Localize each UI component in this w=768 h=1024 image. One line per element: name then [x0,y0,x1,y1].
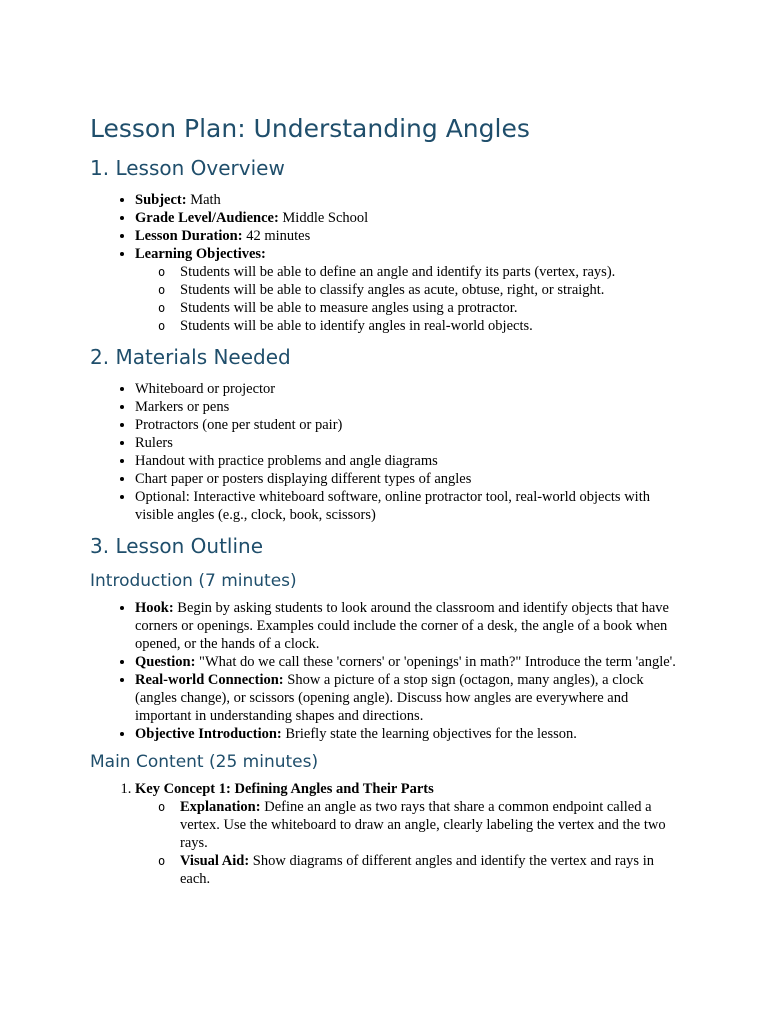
item-text: Middle School [278,210,369,226]
item-label: Lesson Duration: [135,228,243,244]
document-page [90,112,680,888]
list-item: • Whiteboard or projector [135,380,680,398]
item-label: Visual Aid: [180,853,250,869]
list-item [135,653,680,671]
overview-list [90,191,680,335]
item-text: "What do we call these 'corners' or 'openings' in math?" Introduce the term 'angle'. [195,654,676,670]
list-item [135,599,680,653]
list-item [180,852,680,888]
list-item: • Protractors (one per student or pair) [135,416,680,434]
item-text: Begin by asking students to look around the classroom and identify objects that have corners or openings. Examples could include the corner of a desk, the angle of a book when opened, or the hands of a clock. [135,600,669,652]
list-item: • Optional: Interactive whiteboard software, online protractor tool, real-world objects with visible angles (e.g., clock, book, scissors) [135,488,680,524]
list-item: • Markers or pens [135,398,680,416]
item-label: Question: [135,654,196,670]
list-item [135,725,680,743]
list-item [135,227,680,245]
list-item: o Students will be able to measure angles using a protractor. [180,299,680,317]
list-item [135,780,680,888]
subsection-heading-main-content: Main Content (25 minutes) [90,752,319,772]
list-item: o Students will be able to classify angles as acute, obtuse, right, or straight. [180,281,680,299]
item-label: Learning Objectives: [135,246,266,262]
list-item [135,209,680,227]
item-label: Subject: [135,192,187,208]
list-item: • Chart paper or posters displaying different types of angles [135,470,680,488]
list-item: o Students will be able to define an angle and identify its parts (vertex, rays). [180,263,680,281]
list-item [180,798,680,852]
item-label: Hook: [135,600,174,616]
item-text: Briefly state the learning objectives for the lesson. [281,726,577,742]
subsection-heading-introduction: Introduction (7 minutes) [90,571,297,591]
list-item: • Handout with practice problems and angle diagrams [135,452,680,470]
list-item: o Students will be able to identify angles in real-world objects. [180,317,680,335]
list-item: • Rulers [135,434,680,452]
item-label: Key Concept 1: Defining Angles and Their Parts [135,781,434,797]
main-content-list [90,780,680,888]
introduction-list [90,599,680,743]
concept1-list [135,798,680,888]
item-label: Real-world Connection: [135,672,284,688]
section-heading-overview: 1. Lesson Overview [90,156,285,180]
section-heading-outline: 3. Lesson Outline [90,534,263,558]
section-heading-materials: 2. Materials Needed [90,345,291,369]
list-item [135,245,680,335]
item-text: Define an angle as two rays that share a common endpoint called a vertex. Use the whiteboard to draw an angle, clearly labeling the vertex and the two rays. [180,799,666,851]
item-text: Show a picture of a stop sign (octagon, many angles), a clock (angles change), or scissors (opening angle). Discuss how angles are everywhere and important in understanding shapes and directions. [135,672,644,724]
list-item [135,671,680,725]
document-title: Lesson Plan: Understanding Angles [90,114,530,143]
objectives-list [135,263,680,335]
item-text: Math [186,192,221,208]
item-text: Show diagrams of different angles and identify the vertex and rays in each. [180,853,654,887]
materials-list [90,380,680,524]
item-label: Explanation: [180,799,261,815]
list-item [135,191,680,209]
item-label: Objective Introduction: [135,726,282,742]
item-label: Grade Level/Audience: [135,210,279,226]
item-text: 42 minutes [242,228,311,244]
